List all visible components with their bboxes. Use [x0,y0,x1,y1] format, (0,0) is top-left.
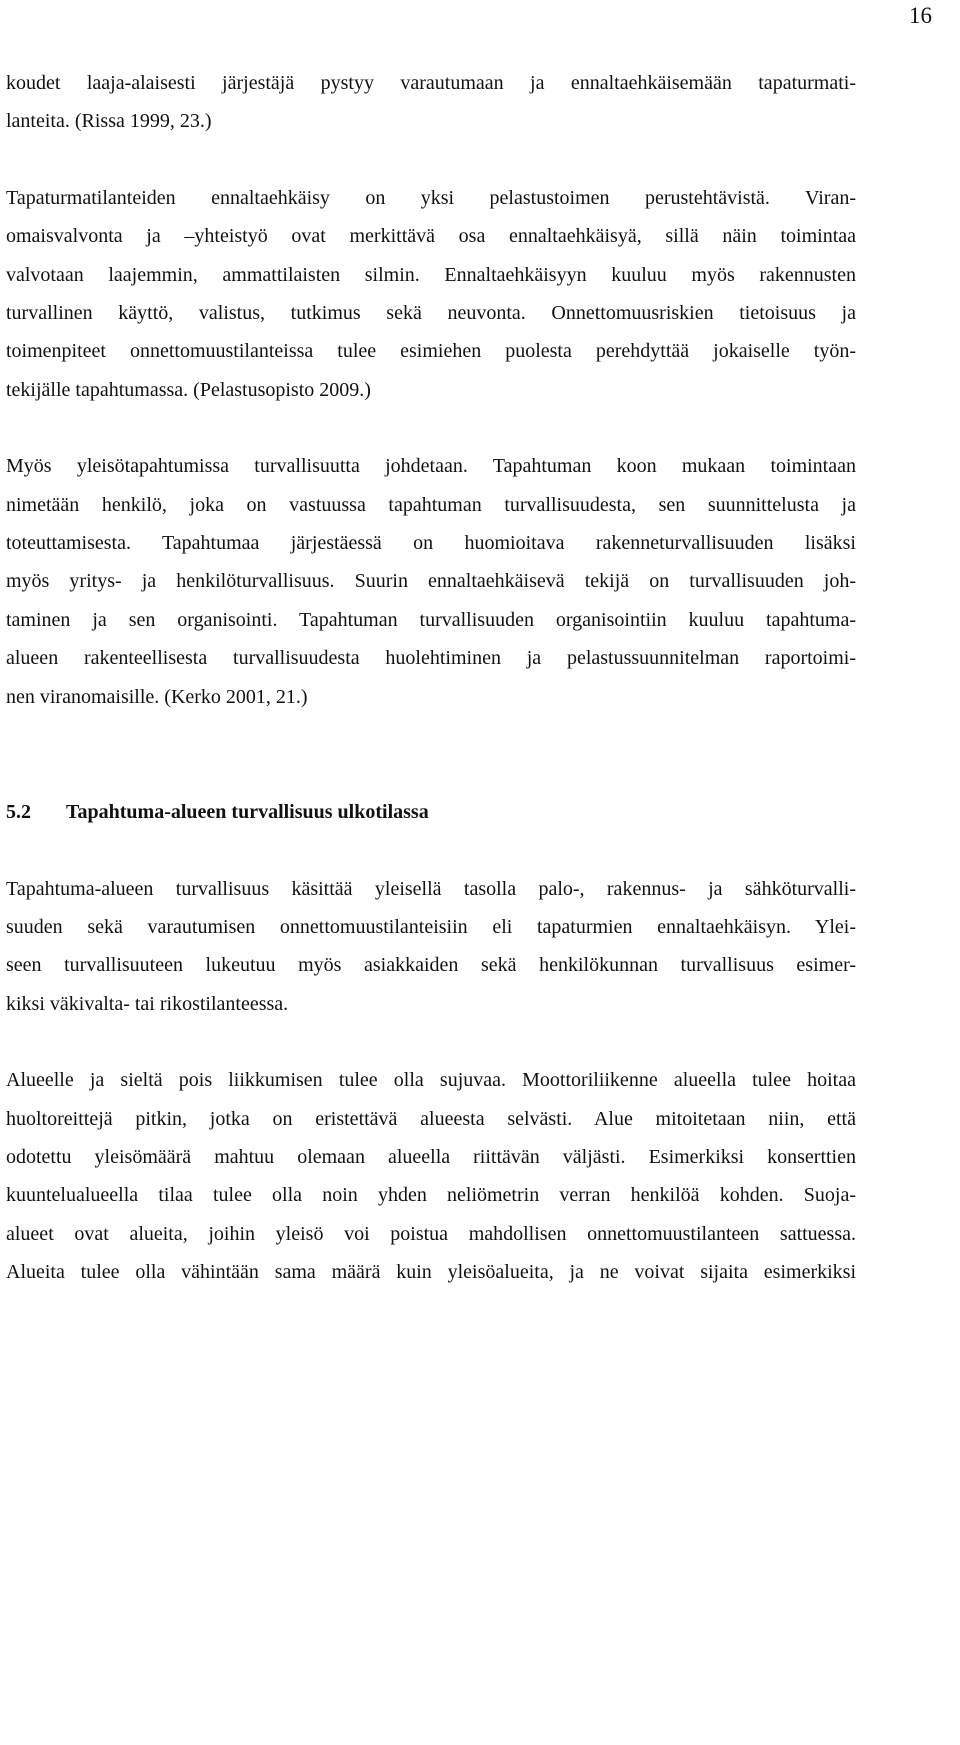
text-line: toimenpiteet onnettomuustilanteissa tulee esimiehen puolesta perehdyttää jokaiselle työn- [6,340,856,363]
section-gap [6,716,856,793]
section-heading [6,793,856,831]
text-line: nen viranomaisille. (Kerko 2001, 21.) [6,685,308,708]
text-line: Tapaturmatilanteiden ennaltaehkäisy on yksi pelastustoimen perustehtävistä. Viran- [6,186,856,209]
page-number: 16 [909,3,932,28]
text-line: koudet laaja-alaisesti järjestäjä pystyy varautumaan ja ennaltaehkäisemään tapaturmati- [6,72,856,94]
text-line: omaisvalvonta ja –yhteistyö ovat merkittävä osa ennaltaehkäisyä, sillä näin toimintaa [6,225,856,248]
text-line: kuuntelualueella tilaa tulee olla noin yhden neliömetrin verran henkilöä kohden. Suoja- [6,1184,856,1207]
text-line: odotettu yleisömäärä mahtuu olemaan alueella riittävän väljästi. Esimerkiksi konserttien [6,1145,856,1168]
text-line: huoltoreittejä pitkin, jotka on eristettävä alueesta selvästi. Alue mitoitetaan niin, että [6,1107,856,1130]
text-line: taminen ja sen organisointi. Tapahtuman turvallisuuden organisointiin kuuluu tapahtuma- [6,608,856,631]
text-line: turvallinen käyttö, valistus, tutkimus sekä neuvonta. Onnettomuusriskien tietoisuus ja [6,302,856,325]
section-title: Tapahtuma-alueen turvallisuus ulkotilassa [66,801,429,824]
paragraph-gap [6,409,856,447]
paragraph-4 [6,870,856,1024]
paragraph-gap [6,1023,856,1061]
text-line: Alueita tulee olla vähintään sama määrä kuin yleisöalueita, ja ne voivat sijaita esimerkiksi [6,1261,856,1284]
text-line: alueet ovat alueita, joihin yleisö voi poistua mahdollisen onnettomuustilanteen sattuessa. [6,1222,856,1245]
paragraph-5 [6,1061,856,1291]
text-line: alueen rakenteellisesta turvallisuudesta huolehtiminen ja pelastussuunnitelman raportoimi- [6,647,856,670]
paragraph-2 [6,179,856,409]
document-body [6,64,856,1292]
text-line: nimetään henkilö, joka on vastuussa tapahtuman turvallisuudesta, sen suunnittelusta ja [6,493,856,516]
paragraph-1 [6,64,856,141]
text-line: myös yritys- ja henkilöturvallisuus. Suurin ennaltaehkäisevä tekijä on turvallisuuden joh- [6,570,856,593]
paragraph-gap [6,832,856,870]
text-line: seen turvallisuuteen lukeutuu myös asiakkaiden sekä henkilökunnan turvallisuus esimer- [6,954,856,977]
section-number: 5.2 [6,801,31,824]
text-line: Myös yleisötapahtumissa turvallisuutta johdetaan. Tapahtuman koon mukaan toimintaan [6,455,856,478]
paragraph-gap [6,141,856,179]
text-line: tekijälle tapahtumassa. (Pelastusopisto 2009.) [6,378,371,401]
text-line: Alueelle ja sieltä pois liikkumisen tulee olla sujuvaa. Moottoriliikenne alueella tulee hoitaa [6,1069,856,1092]
text-line: toteuttamisesta. Tapahtumaa järjestäessä on huomioitava rakenneturvallisuuden lisäksi [6,532,856,555]
text-line: kiksi väkivalta- tai rikostilanteessa. [6,992,289,1015]
text-line: suuden sekä varautumisen onnettomuustilanteisiin eli tapaturmien ennaltaehkäisyn. Ylei- [6,915,856,938]
text-line: Tapahtuma-alueen turvallisuus käsittää yleisellä tasolla palo-, rakennus- ja sähköturvalli- [6,877,856,900]
text-line: valvotaan laajemmin, ammattilaisten silmin. Ennaltaehkäisyyn kuuluu myös rakennusten [6,263,856,286]
text-line: lanteita. (Rissa 1999, 23.) [6,110,212,133]
paragraph-3 [6,447,856,716]
